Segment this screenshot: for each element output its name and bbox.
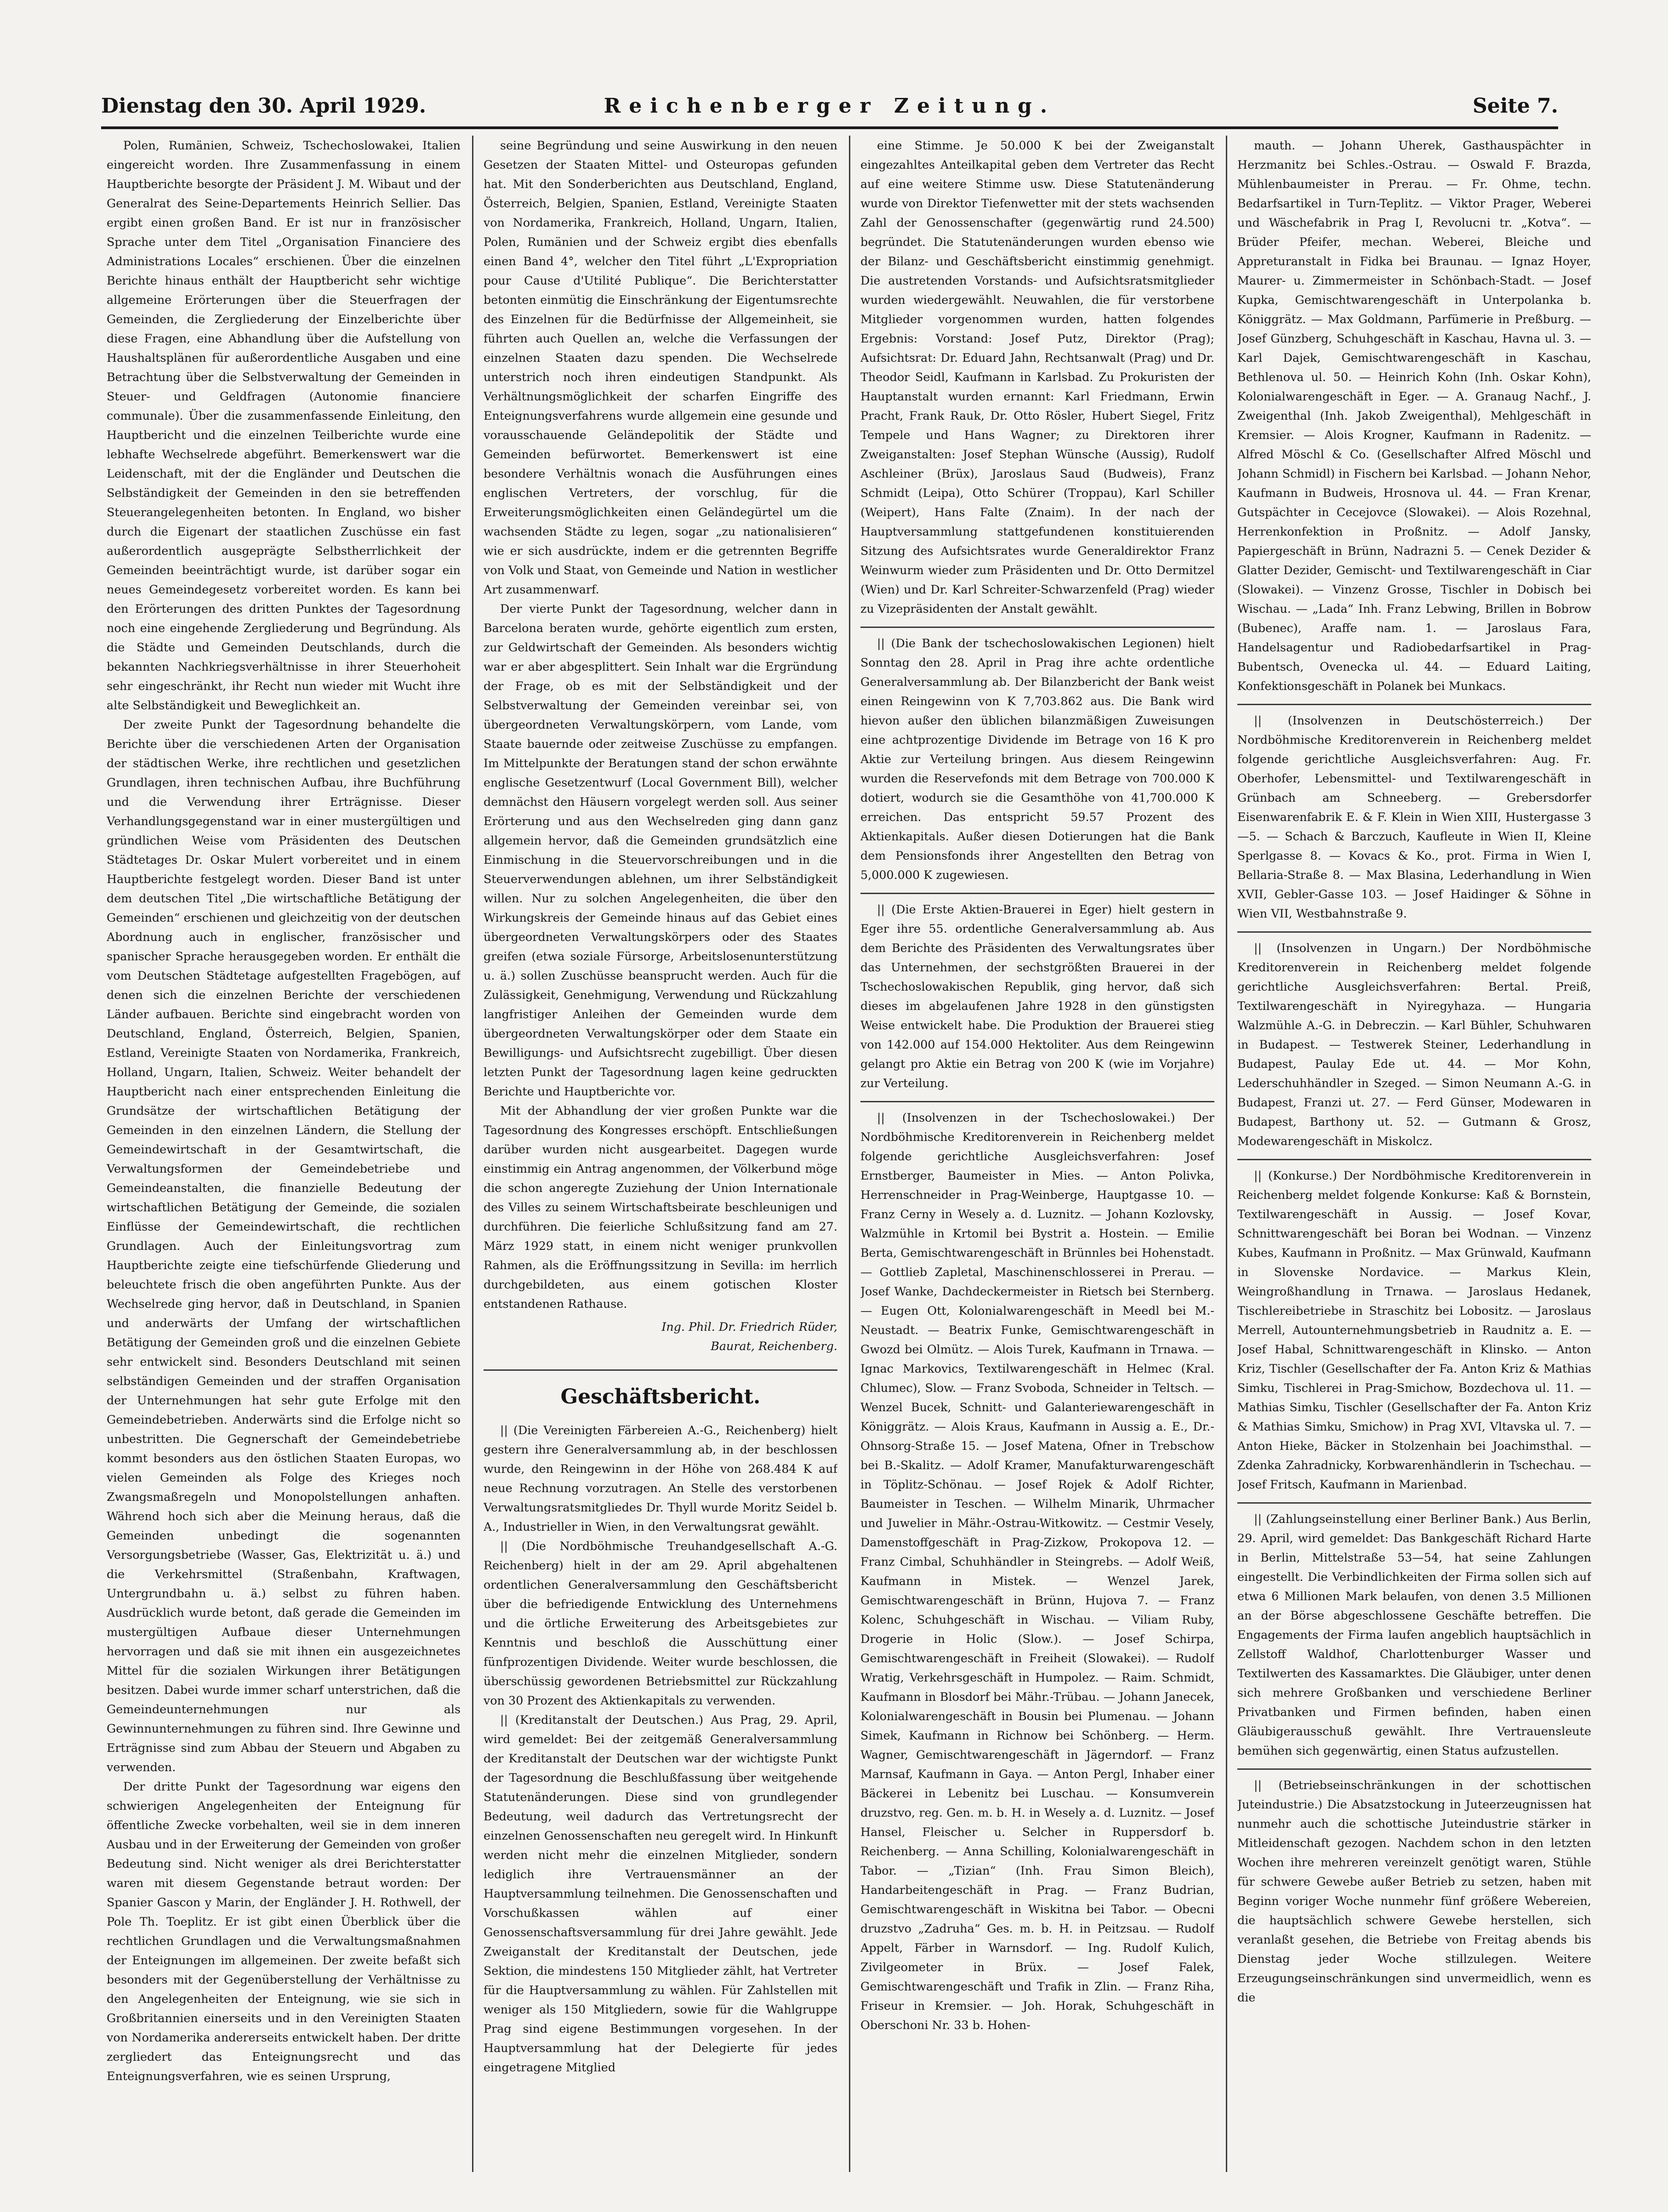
paragraph: Der zweite Punkt der Tagesordnung behandelte die Berichte über die verschiedenen Arten der Organisation der städtischen Werke, ihre rechtlichen und gesetzlichen Grundlagen, ihren technischen Aufbau, ihre Buchführung und die Verwendung ihrer Erträgnisse. Dieser Verhandlungsgegenstand war in einer mustergültigen und gründlichen Weise vom Präsidenten des Deutschen Städtetages Dr. Oskar Mulert vorbereitet und in einem Hauptberichte festgelegt worden. Dieser Band ist unter dem deutschen Titel „Die wirtschaftliche Betätigung der Gemeinden“ erschienen und gleichzeitig von der deutschen Abordnung auch in englischer, französischer und spanischer Sprache herausgegeben worden. Er enthält die vom Deutschen Städtetage aufgestellten Fragebögen, auf denen sich die einzelnen Berichte der verschiedenen Länder aufbauen. Berichte sind eingebracht worden von Deutschland, England, Österreich, Belgien, Spanien, Estland, Vereinigte Staaten von Nordamerika, Frankreich, Holland, Ungarn, Italien, Schweiz. Weiter behandelt der Hauptbericht nach einer entsprechenden Einleitung die Grundsätze der wirtschaftlichen Betätigung der Gemeinden in den einzelnen Ländern, die Stellung der Gemeindewirtschaft in der Gesamtwirtschaft, die Verwaltungsformen der Gemeindebetriebe und Gemeindeanstalten, die finanzielle Bedeutung der wirtschaftlichen Betätigung der Gemeinde, die sozialen Einflüsse der Gemeindewirtschaft, die rechtlichen Grundlagen. Auch der Einleitungsvortrag zum Hauptberichte zeigte eine tiefschürfende Gliederung und beleuchtete frisch die oben angeführten Punkte. Aus der Wechselrede ging hervor, daß in Deutschland, in Spanien und anderwärts der Umfang der wirtschaftlichen Betätigung der Gemeinden groß und die einzelnen Gebiete sehr entwickelt sind. Besonders Deutschland mit seinen selbständigen Gemeinden und der straffen Organisation der Unternehmungen hat sehr gute Erfolge mit den Gemeindebetrieben. Anderwärts sind die Erfolge nicht so unbestritten. Die Gegnerschaft der Gemeindebetriebe kommt besonders aus den östlichen Staaten Europas, wo vielen Gemeinden als Folge des Krieges noch Zwangsmaßregeln und Monopolstellungen anhaften. Während hoch sich aber die Meinung heraus, daß die Gemeinden unbedingt die sogenannten Versorgungsbetriebe (Wasser, Gas, Elektrizität u. ä.) und die Verkehrsmittel (Straßenbahn, Kraftwagen, Untergrundbahn u. ä.) selbst zu führen haben. Ausdrücklich wurde betont, daß gerade die Gemeinden im mustergültigen Aufbaue dieser Unternehmungen hervorragen und daß sie mit ihnen ein ausgezeichnetes Mittel für die sozialen Wirkungen ihrer Betätigungen besitzen. Dabei wurde immer scharf unterstrichen, daß die Gemeindeunternehmungen nur als Gewinnunternehmungen zu führen sind. Ihre Gewinne und Erträgnisse sind zum Abbau der Steuern und Abgaben zu verwenden.: [107, 718, 461, 1774]
business-item: || (Kreditanstalt der Deutschen.) Aus Prag, 29. April, wird gemeldet: Bei der zeitgemäß Generalversammlung der Kreditanstalt der Deutschen war der wichtigste Punkt der Tagesordnung die Beschlußfassung über weitgehende Statutenänderungen. Diese sind von grundlegender Bedeutung, weil dadurch das Vertretungsrecht der einzelnen Genossenschaften neu geregelt wird. In Hinkunft werden nicht mehr die einzelnen Mitglieder, sondern lediglich ihre Vertrauensmänner an der Hauptversammlung teilnehmen. Die Genossenschaften und Vorschußkassen wählen auf einer Genossenschaftsversammlung für drei Jahre gewählt. Jede Zweiganstalt der Kreditanstalt der Deutschen, jede Sektion, die mindestens 150 Mitglieder zählt, hat Vertreter für die Hauptversammlung zu wählen. Für Zahlstellen mit weniger als 150 Mitgliedern, sowie für die Wahlgruppe Prag sind eigene Bestimmungen vorgesehen. In der Hauptversammlung hat der Delegierte für jedes eingetragene Mitglied: [484, 1713, 837, 2074]
business-item: || (Betriebseinschränkungen in der schottischen Juteindustrie.) Die Absatzstockung in Juteerzeugnissen hat nunmehr auch die schottische Juteindustrie stärker in Mitleidenschaft gezogen. Nachdem schon in den letzten Wochen ihre mehreren vereinzelt genötigt waren, Stühle für schwere Gewebe außer Betrieb zu setzen, haben mit Beginn voriger Woche nunmehr fünf größere Webereien, die hauptsächlich schwere Gewebe herstellen, sich veranlaßt gesehen, die Betriebe von Freitag abends bis Dienstag jeder Woche stillzulegen. Weitere Erzeugungseinschränkungen sind unvermeidlich, wenn es die: [1237, 1778, 1591, 2004]
author-signature: [484, 1317, 837, 1356]
author-name: Ing. Phil. Dr. Friedrich Rüder,: [661, 1320, 837, 1334]
issue-date: Dienstag den 30. April 1929.: [101, 94, 427, 118]
page-header: [101, 94, 1558, 126]
article-divider: [1237, 1768, 1591, 1770]
author-title: Baurat, Reichenberg.: [711, 1339, 837, 1353]
business-item: || (Konkurse.) Der Nordböhmische Kreditorenverein in Reichenberg meldet folgende Konkurse: Kaß & Bornstein, Textilwarengeschäft in Aussig. — Josef Kovar, Schnittwarengeschäft bei Boran bei Wodnan. — Vinzenz Kubes, Kaufmann in Proßnitz. — Max Grünwald, Kaufmann in Slovenske Nordavice. — Markus Klein, Weingroßhandlung in Trnawa. — Jaroslaus Hedanek, Tischlereibetriebe in Straschitz bei Lobositz. — Jaroslaus Merrell, Autounternehmungsbetrieb in Raudnitz a. E. — Josef Habal, Schnittwarengeschäft in Klinsko. — Anton Kriz, Tischler (Gesellschafter der Fa. Anton Kriz & Mathias Simku, Tischlerei in Prag-Smichow, Bozdechova ul. 11. — Mathias Simku, Tischler (Gesellschafter der Fa. Anton Kriz & Mathias Simku, Smichow) in Prag XVI, Vltavska ul. 7. — Anton Hieke, Bäcker in Stolzenhain bei Joachimsthal. — Zdenka Zahradnicky, Korbwarenhändlerin in Tschechau. — Josef Fritsch, Kaufmann in Marienbad.: [1237, 1169, 1591, 1491]
column-1: [107, 136, 461, 2172]
business-item: || (Insolvenzen in Deutschösterreich.) Der Nordböhmische Kreditorenverein in Reichenberg meldet folgende gerichtliche Ausgleichsverfahren: Aug. Fr. Oberhofer, Lebensmittel- und Textilwarengeschäft in Grünbach am Schneeberg. — Grebersdorfer Eisenwarenfabrik E. & F. Klein in Wien XIII, Hustergasse 3—5. — Schach & Barczuch, Kaufleute in Wien II, Kleine Sperlgasse 8. — Kovacs & Ko., prot. Firma in Wien I, Bellaria-Straße 8. — Max Blasina, Lederhandlung in Wien XVII, Gebler-Gasse 103. — Josef Haidinger & Söhne in Wien VII, Westbahnstraße 9.: [1237, 713, 1591, 920]
paragraph: Mit der Abhandlung der vier großen Punkte war die Tagesordnung des Kongresses erschöpft. Entschließungen darüber wurden nicht ausgearbeitet. Dagegen wurde einstimmig ein Antrag angenommen, der Völkerbund möge die schon angeregte Zuziehung der Union Internationale des Villes zu seinem Wirtschaftsbeirate beschleunigen und durchführen. Die feierliche Schlußsitzung fand am 27. März 1929 statt, in einem nicht weniger prunkvollen Rahmen, als die Eröffnungssitzung in Sevilla: im herrlich durchgebildeten, aus einem gotischen Kloster entstandenen Rathause.: [484, 1104, 837, 1311]
header-rule: [101, 126, 1558, 129]
page-number: Seite 7.: [1472, 94, 1558, 118]
paragraph: seine Begründung und seine Auswirkung in den neuen Gesetzen der Staaten Mittel- und Osteuropas gefunden hat. Mit den Sonderberichten aus Deutschland, England, Österreich, Belgien, Spanien, Estland, Vereinigte Staaten von Nordamerika, Frankreich, Holland, Ungarn, Italien, Polen, Rumänien und der Schweiz ergibt dies ebenfalls einen Band 4°, welcher den Titel führt „L'Expropriation pour Cause d'Utilité Publique“. Die Berichterstatter betonten einmütig die Einschränkung der Eigentumsrechte des Einzelnen für die Bedürfnisse der Allgemeinheit, sie führten auch Quellen an, welche die Verfassungen der einzelnen Staaten dazu spenden. Die Wechselrede unterstrich noch ihren eindeutigen Standpunkt. Als Verhältnungsmöglichkeit der scharfen Eingriffe des Enteignungsverfahrens wurde allgemein eine gesunde und vorausschauende Geländepolitik der Städte und Gemeinden befürwortet. Bemerkenswert ist eine besondere Verhältnis wonach die Ausführungen eines englischen Vertreters, der vorschlug, für die Erweiterungsmöglichkeiten einen Geländegürtel um die wachsenden Städte zu legen, sogar „zu nationalisieren“ wie er sich ausdrückte, indem er die getrennten Begriffe von Volk und Staat, von Gemeinde und Nation in westlicher Art zusammenwarf.: [484, 138, 837, 596]
article-divider: [860, 893, 1214, 894]
paragraph: mauth. — Johann Uherek, Gasthauspächter in Herzmanitz bei Schles.-Ostrau. — Oswald F. Brazda, Mühlenbaumeister in Prerau. — Fr. Ohme, techn. Bedarfsartikel in Turn-Teplitz. — Viktor Prager, Weberei und Wäschefabrik in Prag I, Revolucni tr. „Kotva“. — Brüder Pfeifer, mechan. Weberei, Bleiche und Appreturanstalt in Fidka bei Braunau. — Ignaz Hoyer, Maurer- u. Zimmermeister in Schönbach-Stadt. — Josef Kupka, Gemischtwarengeschäft in Unterpolanka b. Königgrätz. — Max Goldmann, Parfümerie in Preßburg. — Josef Günzberg, Schuhgeschäft in Kaschau, Havna ul. 3. — Karl Dajek, Gemischtwarengeschäft in Kaschau, Bethlenova ul. 50. — Heinrich Kohn (Inh. Oskar Kohn), Kolonialwarengeschäft in Eger. — A. Granaug Nachf., J. Zweigenthal (Inh. Jakob Zweigenthal), Mehlgeschäft in Kremsier. — Alois Krogner, Kaufmann in Radenitz. — Alfred Möschl & Co. (Gesellschafter Alfred Möschl und Johann Schmidl) in Fischern bei Karlsbad. — Johann Nehor, Kaufmann in Budweis, Hrosnova ul. 44. — Fran Krenar, Gutspächter in Cecejovce (Slowakei). — Alois Rozehnal, Herrenkonfektion in Proßnitz. — Adolf Jansky, Papiergeschäft in Brünn, Nadrazni 5. — Cenek Dezider & Glatter Dezider, Gemischt- und Textilwarengeschäft in Ciar (Slowakei). — Vinzenz Grosse, Tischler in Dobisch bei Wischau. — „Lada“ Inh. Franz Lebwing, Brillen in Bobrow (Bubenec), Araffe nam. 1. — Jaroslaus Fara, Handelsagentur und Radiobedarfsartikel in Prag-Bubentsch, Ovenecka ul. 44. — Eduard Laiting, Konfektionsgeschäft in Polanek bei Munkacs.: [1237, 138, 1591, 693]
column-3: [860, 136, 1214, 2172]
column-divider: [849, 136, 850, 2172]
article-divider: [484, 1369, 837, 1371]
article-divider: [1237, 931, 1591, 933]
column-2: [484, 136, 837, 2172]
paragraph: Der vierte Punkt der Tagesordnung, welcher dann in Barcelona beraten wurde, gehörte eigentlich zum ersten, zur Geldwirtschaft der Gemeinden. Als besonders wichtig war er aber abgesplittert. Sein Inhalt war die Ergründung der Frage, ob es mit der Selbständigkeit und der Selbstverwaltung der Gemeinden vereinbar sei, von übergeordneten Verwaltungskörpern, vom Lande, vom Staate bauernde oder zeitweise Zuschüsse zu empfangen. Im Mittelpunkte der Beratungen stand der schon erwähnte englische Gesetzentwurf (Local Government Bill), welcher demnächst den Häusern vorgelegt werden soll. Aus seiner Erörterung und aus den Wechselreden ging dann ganz allgemein hervor, daß die Gemeinden grundsätzlich eine Einmischung in die Steuervorschreibungen und in die Steuerverwendungen ablehnen, um ihrer Selbständigkeit willen. Nur zu solchen Angelegenheiten, die über den Wirkungskreis der Gemeinde hinaus auf das Gebiet eines übergeordneten Verwaltungskörpers oder des Staates greifen (etwa soziale Fürsorge, Arbeitslosenunterstützung u. ä.) sollen Zuschüsse beansprucht werden. Auch für die Zulässigkeit, Genehmigung, Verwendung und Rückzahlung langfristiger Anleihen der Gemeinden wurde dem übergeordneten Verwaltungskörper oder dem Staate ein Bewilligungs- und Aufsichtsrecht zugebilligt. Über diesen letzten Punkt der Tagesordnung lagen keine gedruckten Berichte und Hauptberichte vor.: [484, 602, 837, 1098]
business-item: || (Die Bank der tschechoslowakischen Legionen) hielt Sonntag den 28. April in Prag ihre achte ordentliche Generalversammlung ab. Der Bilanzbericht der Bank weist einen Reingewinn von K 7,703.862 aus. Die Bank wird hievon außer den üblichen bilanzmäßigen Zuweisungen eine achtprozentige Dividende im Betrage von 16 K pro Aktie zur Verteilung bringen. Aus diesem Reingewinn wurden die Reservefonds mit dem Betrage von 700.000 K dotiert, wodurch sie die Gesamthöhe von 41,700.000 K erreichen. Das entspricht 59.57 Prozent des Aktienkapitals. Außer diesen Dotierungen hat die Bank dem Pensionsfonds ihrer Angestellten den Betrag von 5,000.000 K zugewiesen.: [860, 636, 1214, 882]
article-divider: [860, 1101, 1214, 1102]
article-divider: [1237, 704, 1591, 705]
paragraph: eine Stimme. Je 50.000 K bei der Zweiganstalt eingezahltes Anteilkapital geben dem Vertreter das Recht auf eine weitere Stimme usw. Diese Statutenänderung wurde von Direktor Tiefenwetter mit der stets wachsenden Zahl der Genossenschafter (gegenwärtig rund 24.500) begründet. Die Statutenänderungen wurden ebenso wie der Bilanz- und Geschäftsbericht einstimmig genehmigt. Die austretenden Vorstands- und Aufsichtsratsmitglieder wurden wiedergewählt. Neuwahlen, die für verstorbene Mitglieder vorgenommen wurden, hatten folgendes Ergebnis: Vorstand: Josef Putz, Direktor (Prag); Aufsichtsrat: Dr. Eduard Jahn, Rechtsanwalt (Prag) und Dr. Theodor Seidl, Kaufmann in Karlsbad. Zu Prokuristen der Hauptanstalt wurden ernannt: Karl Friedmann, Erwin Pracht, Frank Rauk, Dr. Otto Rösler, Hubert Siegel, Fritz Tempele und Hans Wagner; zu Direktoren ihrer Zweiganstalten: Josef Stephan Wünsche (Aussig), Rudolf Aschleiner (Brüx), Jaroslaus Saud (Budweis), Franz Schmidt (Leipa), Otto Schürer (Troppau), Karl Schiller (Weipert), Hans Falte (Znaim). In der nach der Hauptversammlung stattgefundenen konstituierenden Sitzung des Aufsichtsrates wurde Generaldirektor Franz Weinwurm wieder zum Präsidenten und Dr. Otto Dermitzel (Wien) und Dr. Karl Schreiter-Schwarzenfeld (Prag) wieder zu Vizepräsidenten der Anstalt gewählt.: [860, 138, 1214, 616]
business-item: || (Die Erste Aktien-Brauerei in Eger) hielt gestern in Eger ihre 55. ordentliche Generalversammlung ab. Aus dem Berichte des Präsidenten des Verwaltungsrates über das Unternehmen, der sechstgrößten Brauerei in der Tschechoslowakischen Republik, ging hervor, daß sich dieses im abgelaufenen Jahre 1928 in den günstigsten Weise entwickelt habe. Die Produktion der Brauerei stieg von 142.000 auf 154.000 Hektoliter. Aus dem Reingewinn gelangt pro Aktie ein Betrag von 200 K (wie im Vorjahre) zur Verteilung.: [860, 902, 1214, 1090]
business-item: || (Insolvenzen in der Tschechoslowakei.) Der Nordböhmische Kreditorenverein in Reichenberg meldet folgende gerichtliche Ausgleichsverfahren: Josef Ernstberger, Baumeister in Mies. — Anton Polivka, Herrenschneider in Prag-Weinberge, Hauptgasse 10. — Franz Cerny in Wesely a. d. Luznitz. — Johann Kozlovsky, Walzmühle in Krtomil bei Bystrit a. Hostein. — Emilie Berta, Gemischtwarengeschäft in Brünnles bei Hohenstadt. — Gottlieb Zapletal, Maschinenschlosserei in Prerau. — Josef Wanke, Dachdeckermeister in Rietsch bei Sternberg. — Eugen Ott, Kolonialwarengeschäft in Meedl bei M.-Neustadt. — Beatrix Funke, Gemischtwarengeschäft in Gwozd bei Olmütz. — Alois Turek, Kaufmann in Trnawa. — Ignac Markovics, Textilwarengeschäft in Helmec (Kral. Chlumec), Slow. — Franz Svoboda, Schneider in Teltsch. — Wenzel Bucek, Schnitt- und Galanteriewarengeschäft in Königgrätz. — Alois Kraus, Kaufmann in Aussig a. E., Dr.-Ohnsorg-Straße 15. — Josef Matena, Ofner in Trebschow bei B.-Skalitz. — Adolf Kramer, Manufakturwarengeschäft in Töplitz-Schönau. — Josef Rojek & Adolf Richter, Baumeister in Teschen. — Wilhelm Minarik, Uhrmacher und Juwelier in Mähr.-Ostrau-Witkowitz. — Cestmir Vesely, Damenstoffgeschäft in Prag-Zizkow, Prokopova 12. — Franz Cimbal, Schuhhändler in Steingrebs. — Adolf Weiß, Kaufmann in Mistek. — Wenzel Jarek, Gemischtwarengeschäft in Brünn, Hujova 7. — Franz Kolenc, Schuhgeschäft in Wischau. — Viliam Ruby, Drogerie in Holic (Slow.). — Josef Schirpa, Gemischtwarengeschäft in Freiheit (Slowakei). — Rudolf Wratig, Verkehrsgeschäft in Humpolez. — Raim. Schmidt, Kaufmann in Blosdorf bei Mähr.-Trübau. — Johann Janecek, Kolonialwarengeschäft in Bousin bei Plumenau. — Johann Simek, Kaufmann in Richnow bei Schönberg. — Herm. Wagner, Gemischtwarengeschäft in Jägerndorf. — Franz Marnsaf, Kaufmann in Gaya. — Anton Pergl, Inhaber einer Bäckerei in Lebenitz bei Luschau. — Konsumverein druzstvo, reg. Gen. m. b. H. in Wesely a. d. Luznitz. — Josef Hansel, Fleischer u. Selcher in Ruppersdorf b. Reichenberg. — Anna Schilling, Kolonialwarengeschäft in Tabor. — „Tizian“ (Inh. Frau Simon Bleich), Handarbeitengeschäft in Prag. — Franz Budrian, Gemischtwarengeschäft in Wiskitna bei Tabor. — Obecni druzstvo „Zadruha“ Ges. m. b. H. in Peitzsau. — Rudolf Appelt, Färber in Warnsdorf. — Ing. Rudolf Kulich, Zivilgeometer in Brüx. — Josef Falek, Gemischtwarengeschäft und Trafik in Zlin. — Franz Riha, Friseur in Kremsier. — Joh. Horak, Schuhgeschäft in Oberschoni Nr. 33 b. Hohen-: [860, 1111, 1214, 2032]
article-divider: [860, 627, 1214, 628]
business-item: || (Zahlungseinstellung einer Berliner Bank.) Aus Berlin, 29. April, wird gemeldet: Das Bankgeschäft Richard Harte in Berlin, Mittelstraße 53—54, hat seine Zahlungen eingestellt. Die Verbindlichkeiten der Firma sollen sich auf etwa 6 Millionen Mark belaufen, von denen 3.5 Millionen an der Börse abgeschlossene Geschäfte betreffen. Die Engagements der Firma laufen angeblich hauptsächlich in Zellstoff Waldhof, Charlottenburger Wasser und Textilwerten des Kassamarktes. Die Gläubiger, unter denen sich mehrere Großbanken und verschiedene Berliner Privatbanken und Firmen befinden, haben einen Gläubigerausschuß gewählt. Ihre Vertrauensleute bemühen sich gegenwärtig, einen Status aufzustellen.: [1237, 1512, 1591, 1757]
paragraph: Polen, Rumänien, Schweiz, Tschechoslowakei, Italien eingereicht worden. Ihre Zusammenfassung in einem Hauptberichte besorgte der Präsident J. M. Wibaut und der Generalrat des Seine-Departements Heinrich Sellier. Das ergibt einen großen Band. Er ist nur in französischer Sprache unter dem Titel „Organisation Financiere des Administrations Locales“ erschienen. Über die einzelnen Berichte hinaus enthält der Hauptbericht sehr wichtige allgemeine Erörterungen über die Steuerfragen der Gemeinden, die Zergliederung der Einzelberichte über diese Fragen, eine Abhandlung über die Aufstellung von Haushaltsplänen für außerordentliche Ausgaben und eine Betrachtung über die Selbstverwaltung der Gemeinden in Steuer- und Geldfragen (Autonomie financiere communale). Über die zusammenfassende Einleitung, den Hauptbericht und die einzelnen Teilberichte wurde eine lebhafte Wechselrede abgeführt. Bemerkenswert war die Leidenschaft, mit der die Engländer und Deutschen die Selbständigkeit der Gemeinden in den sie betreffenden Steuerangelegenheiten betonten. In England, wo bisher durch die Eigenart der staatlichen Zuschüsse ein fast außerordentlich ausgeprägte Selbstherrlichkeit der Gemeinden beeinträchtigt wurde, ist darüber sogar ein neues Gemeindegesetz vorbereitet worden. Es kann bei den Erörterungen des dritten Punktes der Tagesordnung noch eine eingehende Zergliederung und Begründung. Als die Städte und Gemeinden Deutschlands, durch die bekannten Nachkriegsverhältnisse in ihrer Steuerhoheit sehr eingeschränkt, ihr Recht nun wieder mit Wucht ihre alte Selbständigkeit und Beweglichkeit an.: [107, 138, 461, 712]
column-4: [1237, 136, 1591, 2172]
business-item: || (Die Nordböhmische Treuhandgesellschaft A.-G. Reichenberg) hielt in der am 29. April abgehaltenen ordentlichen Generalversammlung den Geschäftsbericht über die befriedigende Entwicklung des Unternehmens und die örtliche Erweiterung des Arbeitsgebietes zur Kenntnis und beschloß die Ausschüttung einer fünfprozentigen Dividende. Weiter wurde beschlossen, die überschüssig gewordenen Betriebsmittel zur Rückzahlung von 30 Prozent des Aktienkapitals zu verwenden.: [484, 1539, 837, 1707]
article-divider: [1237, 1502, 1591, 1504]
paragraph: Der dritte Punkt der Tagesordnung war eigens den schwierigen Angelegenheiten der Enteignung für öffentliche Zwecke vorbehalten, weil sie in dem inneren Ausbau und in der Erweiterung der Gemeinden von großer Bedeutung sind. Nicht weniger als drei Berichterstatter waren mit diesem Gegenstande betraut worden: Der Spanier Gascon y Marin, der Engländer J. H. Rothwell, der Pole Th. Toeplitz. Er ist gibt einen Überblick über die rechtlichen Grundlagen und die Verwaltungsmaßnahmen der Enteignungen im allgemeinen. Der zweite befaßt sich besonders mit der Gegenüberstellung der Verhältnisse zu den Angelegenheiten der Enteignung, wie sie sich in Großbritannien einerseits und in den Vereinigten Staaten von Nordamerika andererseits entwickelt haben. Der dritte zergliedert das Enteignungsrecht und das Enteignungsverfahren, wie es seinen Ursprung,: [107, 1779, 461, 2083]
column-divider: [1226, 136, 1227, 2172]
newspaper-title: Reichenberger Zeitung.: [603, 94, 1056, 118]
article-divider: [1237, 1159, 1591, 1160]
column-divider: [472, 136, 473, 2172]
business-item: || (Insolvenzen in Ungarn.) Der Nordböhmische Kreditorenverein in Reichenberg meldet folgende gerichtliche Ausgleichsverfahren: Bertal. Preiß, Textilwarengeschäft in Nyiregyhaza. — Hungaria Walzmühle A.-G. in Debreczin. — Karl Bühler, Schuhwaren in Budapest. — Testwerek Steiner, Lederhandlung in Budapest, Paulay Ede ut. 44. — Mor Kohn, Lederschuhhändler in Szeged. — Simon Neumann A.-G. in Budapest, Franzi ut. 27. — Ferd Günser, Modewaren in Budapest, Barthony ut. 52. — Gutmann & Grosz, Modewarengeschäft in Miskolcz.: [1237, 941, 1591, 1148]
section-heading: Geschäftsbericht.: [560, 1385, 761, 1408]
business-item: || (Die Vereinigten Färbereien A.-G., Reichenberg) hielt gestern ihre Generalversammlung ab, in der beschlossen wurde, den Reingewinn in der Höhe von 268.484 K auf neue Rechnung vorzutragen. An Stelle des verstorbenen Verwaltungsratsmitgliedes Dr. Thyll wurde Moritz Seidel b. A., Industrieller in Wien, in den Verwaltungsrat gewählt.: [484, 1423, 837, 1534]
